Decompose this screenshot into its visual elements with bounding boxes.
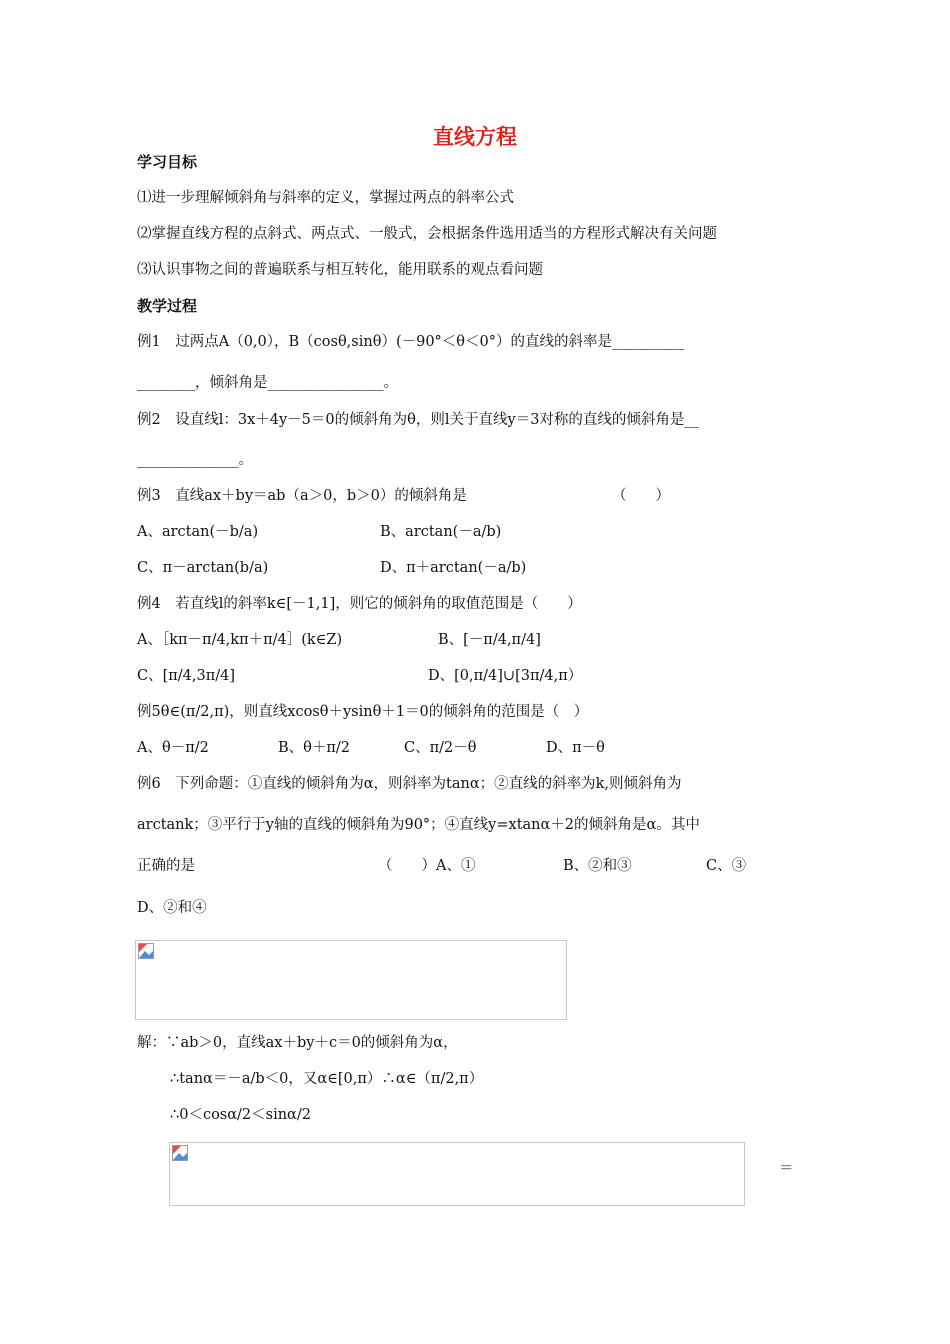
example-6-line-2: arctank；③平行于y轴的直线的倾斜角为90°；④直线y=xtanα＋2的倾斜角是α。其中 bbox=[137, 817, 700, 833]
example-6-option-b: B、②和③ bbox=[563, 858, 632, 874]
example-4-option-b: B、[－π/4,π/4] bbox=[438, 632, 541, 648]
example-5-option-c: C、π/2－θ bbox=[404, 740, 477, 756]
example-3-stem: 例3 直线ax＋by＝ab（a＞0，b＞0）的倾斜角是 bbox=[137, 488, 467, 504]
image-placeholder-2 bbox=[169, 1142, 745, 1206]
goal-item-1: ⑴进一步理解倾斜角与斜率的定义，掌握过两点的斜率公式 bbox=[137, 190, 514, 206]
example-3-option-d: D、π＋arctan(－a/b) bbox=[380, 560, 527, 576]
goal-item-2: ⑵掌握直线方程的点斜式、两点式、一般式，会根据条件选用适当的方程形式解决有关问题 bbox=[137, 226, 717, 242]
example-5-stem: 例5θ∈(π/2,π)，则直线xcosθ＋ysinθ＋1＝0的倾斜角的范围是（ ） bbox=[137, 704, 589, 720]
example-6-option-d: D、②和④ bbox=[137, 900, 207, 916]
example-4-option-c: C、[π/4,3π/4] bbox=[137, 668, 236, 684]
example-5-option-a: A、θ－π/2 bbox=[137, 740, 209, 756]
example-3-option-b: B、arctan(－a/b) bbox=[380, 524, 502, 540]
example-1-line-2: ________，倾斜角是________________。 bbox=[137, 375, 398, 391]
example-5-option-d: D、π－θ bbox=[546, 740, 605, 756]
equals-sign: ＝ bbox=[779, 1161, 794, 1177]
example-3-bracket: （ ） bbox=[612, 488, 670, 504]
page-title: 直线方程 bbox=[433, 125, 517, 149]
broken-image-icon bbox=[138, 943, 154, 959]
image-placeholder-1 bbox=[135, 940, 567, 1020]
section-process-heading: 教学过程 bbox=[137, 297, 198, 315]
example-4-option-d: D、[0,π/4]∪[3π/4,π） bbox=[428, 668, 583, 684]
example-6-bracket-option-a: （ ）A、① bbox=[378, 858, 476, 874]
solution-line-2: ∴tanα＝－a/b＜0，又α∈[0,π）∴α∈（π/2,π） bbox=[170, 1071, 484, 1087]
solution-line-1: 解：∵ab＞0，直线ax＋by＋c＝0的倾斜角为α， bbox=[137, 1035, 458, 1051]
example-1-line-1: 例1 过两点A（0,0），B（cosθ,sinθ）(－90°＜θ＜0°）的直线的斜率是__________ bbox=[137, 334, 685, 350]
section-goals-heading: 学习目标 bbox=[137, 153, 198, 171]
broken-image-icon bbox=[172, 1145, 188, 1161]
example-4-option-a: A、［kπ－π/4,kπ＋π/4］(k∈Z) bbox=[137, 632, 343, 648]
goal-item-3: ⑶认识事物之间的普遍联系与相互转化，能用联系的观点看问题 bbox=[137, 262, 543, 278]
example-4-stem: 例4 若直线l的斜率k∈[－1,1]，则它的倾斜角的取值范围是（ ） bbox=[137, 596, 582, 612]
example-6-option-c: C、③ bbox=[706, 858, 747, 874]
solution-line-3: ∴0＜cosα/2＜sinα/2 bbox=[170, 1107, 311, 1123]
example-2-line-2: ______________。 bbox=[137, 452, 253, 468]
example-3-option-c: C、π－arctan(b/a) bbox=[137, 560, 269, 576]
example-2-line-1: 例2 设直线l：3x＋4y－5＝0的倾斜角为θ，则l关于直线y＝3对称的直线的倾斜角是__ bbox=[137, 412, 699, 428]
example-6-line-1: 例6 下列命题：①直线的倾斜角为α，则斜率为tanα；②直线的斜率为k,则倾斜角为 bbox=[137, 776, 682, 792]
example-5-option-b: B、θ＋π/2 bbox=[278, 740, 351, 756]
example-6-line-3: 正确的是 bbox=[137, 858, 195, 874]
example-3-option-a: A、arctan(－b/a) bbox=[137, 524, 259, 540]
